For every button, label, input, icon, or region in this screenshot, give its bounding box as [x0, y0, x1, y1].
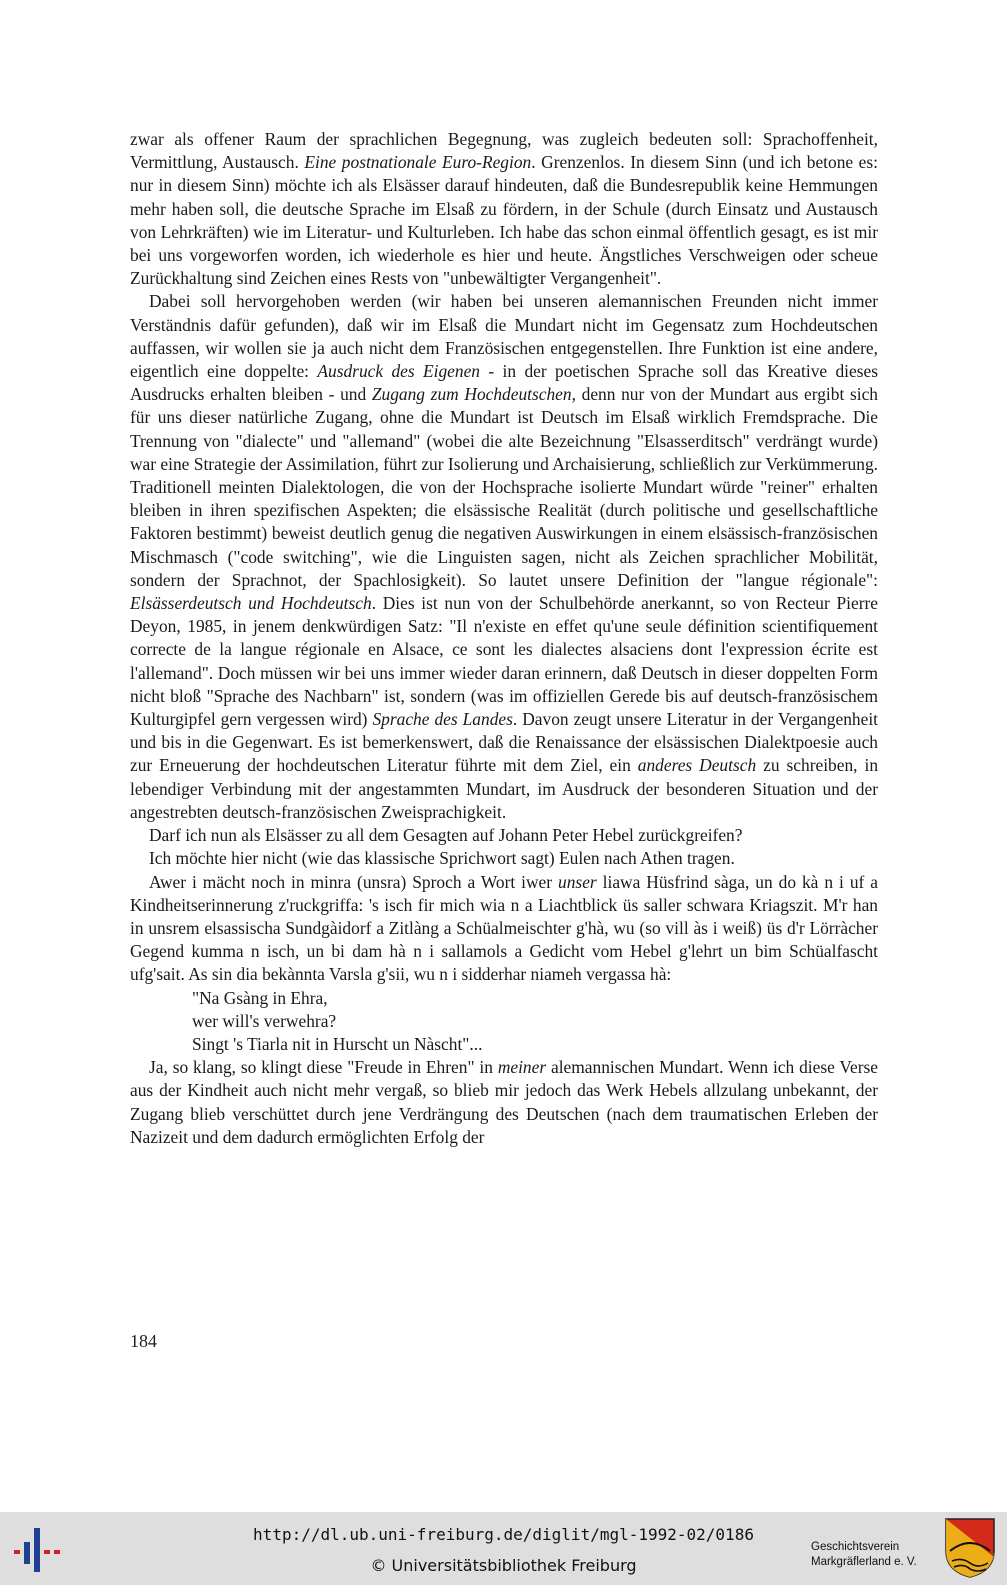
verse-line: Singt 's Tiarla nit in Hurscht un Nàscht"... [192, 1033, 483, 1054]
publisher-line-1: Geschichtsverein [811, 1541, 900, 1553]
italic-phrase: Zugang zum Hochdeutschen [371, 384, 572, 405]
italic-phrase: anderes Deutsch [637, 755, 757, 776]
paragraph [130, 290, 878, 824]
footer-bar [0, 1512, 1007, 1585]
paragraph [130, 128, 878, 290]
paragraph-list [130, 128, 878, 987]
text-run: Darf ich nun als Elsässer zu all dem Gesagten auf Johann Peter Hebel zurückgreifen? [149, 825, 743, 846]
publisher-name [811, 1540, 931, 1570]
italic-phrase: meiner [497, 1057, 547, 1078]
closing-paragraph [130, 1056, 878, 1149]
verse-line: wer will's verwehra? [192, 1010, 337, 1031]
text-run: - in der poetischen Sprache soll das Kreative dieses Ausdrucks erhalten bleiben - und [130, 361, 878, 405]
italic-phrase: Eine postnationale Euro-Region [304, 152, 532, 173]
text-run: liawa Hüsfrind sàga, un do kà n i uf a Kindheitserinnerung z'ruckgriffa: 's isch fir mich wia n a Liachtblick üs saller schwara Kriagszit. M'r han in unsrem elsassischa Sundgàidorf a Zitlàng a Schüalmeischter g'hà, wu (so vill às i weiß) üs d'r Lörràcher Gegend kumma n isch, un bi dam hà n i sallamols a Gedicht vom Hebel g'lehrt un bim Schüalfascht ufg'sait. As sin dia bekànnta Varsla g'sii, wu n i sidderhar niameh vergassa hà: [130, 871, 878, 985]
paragraph [130, 871, 878, 987]
verse-line: "Na Gsàng in Ehra, [192, 987, 328, 1008]
coat-of-arms-icon [944, 1517, 996, 1579]
text-run: Ich möchte hier nicht (wie das klassische Sprichwort sagt) Eulen nach Athen tragen. [149, 848, 735, 869]
copyright-notice: © Universitätsbibliothek Freiburg [370, 1556, 637, 1575]
document-url[interactable]: http://dl.ub.uni-freiburg.de/diglit/mgl-1992-02/0186 [253, 1525, 754, 1544]
italic-phrase: unser [558, 871, 597, 892]
text-run: Ja, so klang, so klingt diese "Freude in Ehren" in [149, 1057, 498, 1078]
text-run: alemannischen Mundart. Wenn ich diese Verse aus der Kindheit auch nicht mehr vergaß, so blieb mir jedoch das Werk Hebels allzulang unbekannt, der Zugang blieb verschüttet durch jene Verdrängung des Deutschen (nach dem traumatischen Erleben der Nazizeit und dem dadurch ermöglichten Erfolg der [130, 1057, 878, 1147]
paragraph [130, 847, 878, 870]
text-run: zwar als offener Raum der sprachlichen Begegnung, was zugleich bedeuten soll: Sprachoffenheit, Vermittlung, Austausch. [130, 129, 878, 173]
italic-phrase: Sprache des Landes [372, 709, 513, 730]
text-run: . Davon zeugt unsere Literatur in der Vergangenheit und bis in die Gegenwart. Es ist bemerkenswert, daß die Renaissance der elsässischen Dialektpoesie auch zur Erneuerung der hochdeutschen Literatur führte mit dem Ziel, ein [130, 709, 878, 776]
page-body [130, 128, 878, 1149]
text-run: . Dies ist nun von der Schulbehörde anerkannt, so von Recteur Pierre Deyon, 1985, in jenem denkwürdigen Satz: "Il n'existe en effet qu'une seule définition scientifiquement correcte de la langue régionale en Alsace, ce sont les dialectes alsaciens dont l'expression écrite est l'allemand". Doch müssen wir bei uns immer wieder daran erinnern, daß Deutsch in dieser doppelten Form nicht bloß "Sprache des Nachbarn" ist, sondern (was im offiziellen Gerede bis auf deutsch-französischem Kulturgipfel gern vergessen wird) [130, 593, 878, 730]
text-run: . Grenzenlos. In diesem Sinn (und ich betone es: nur in diesem Sinn) möchte ich als Elsässer darauf hindeuten, daß die Bundesrepublik keine Hemmungen mehr haben soll, die deutsche Sprache im Elsaß zu fördern, in der Schule (durch Einsatz und Austausch von Lehrkräften) wie im Literatur- und Kulturleben. Ich habe das schon einmal öffentlich gesagt, es ist mir bei uns vorgeworfen worden, ich wiederhole es hier und heute. Ängstliches Verschweigen oder scheue Zurückhaltung sind Zeichen eines Rests von "unbewältigter Vergangenheit". [130, 152, 878, 289]
text-run: zu schreiben, in lebendiger Verbindung mit der angestammten Mundart, im Ausdruck der besonderen Situation und der angestrebten deutsch-französischen Zweisprachigkeit. [130, 755, 879, 822]
page-number: 184 [130, 1331, 157, 1351]
verse-block [130, 987, 878, 1057]
text-run: , denn nur von der Mundart aus ergibt sich für uns dieser natürliche Zugang, ohne die Mundart ist Deutsch im Elsaß wirklich Fremdsprache. Die Trennung von "dialecte" und "allemand" (wobei die alte Bezeichnung "Elsasserditsch" verdrängt wurde) war eine Strategie der Assimilation, führt zur Isolierung und Archaisierung, schließlich zur Verkümmerung. Traditionell meinten Dialektologen, die von der Hochsprache isolierte Mundart würde "reiner" erhalten bleiben in ihren spezifischen Aspekten; die elsässische Realität (durch politische und gesellschaftliche Faktoren bestimmt) beweist deutlich genug die negativen Auswirkungen in einem elsässisch-französischen Mischmasch ("code switching", wie die Linguisten sagen, nicht als Zeichen sprachlicher Mobilität, sondern der Sprachnot, der Spachlosigkeit). So lautet unsere Definition der "langue régionale": [130, 384, 878, 590]
publisher-line-2: Markgräflerland e. V. [811, 1556, 917, 1568]
italic-phrase: Ausdruck des Eigenen [317, 361, 480, 382]
text-run: Dabei soll hervorgehoben werden (wir haben bei unseren alemannischen Freunden nicht immer Verständnis dafür gefunden), daß wir im Elsaß die Mundart nicht im Gegensatz zum Hochdeutschen auffassen, wir wollen sie ja auch nicht dem Französischen entgegenstellen. Ihre Funktion ist eine andere, eigentlich eine doppelte: [130, 291, 878, 382]
paragraph [130, 824, 878, 847]
text-run: Awer i mächt noch in minra (unsra) Sproch a Wort iwer [149, 871, 559, 892]
italic-phrase: Elsässerdeutsch und Hochdeutsch [130, 593, 372, 614]
